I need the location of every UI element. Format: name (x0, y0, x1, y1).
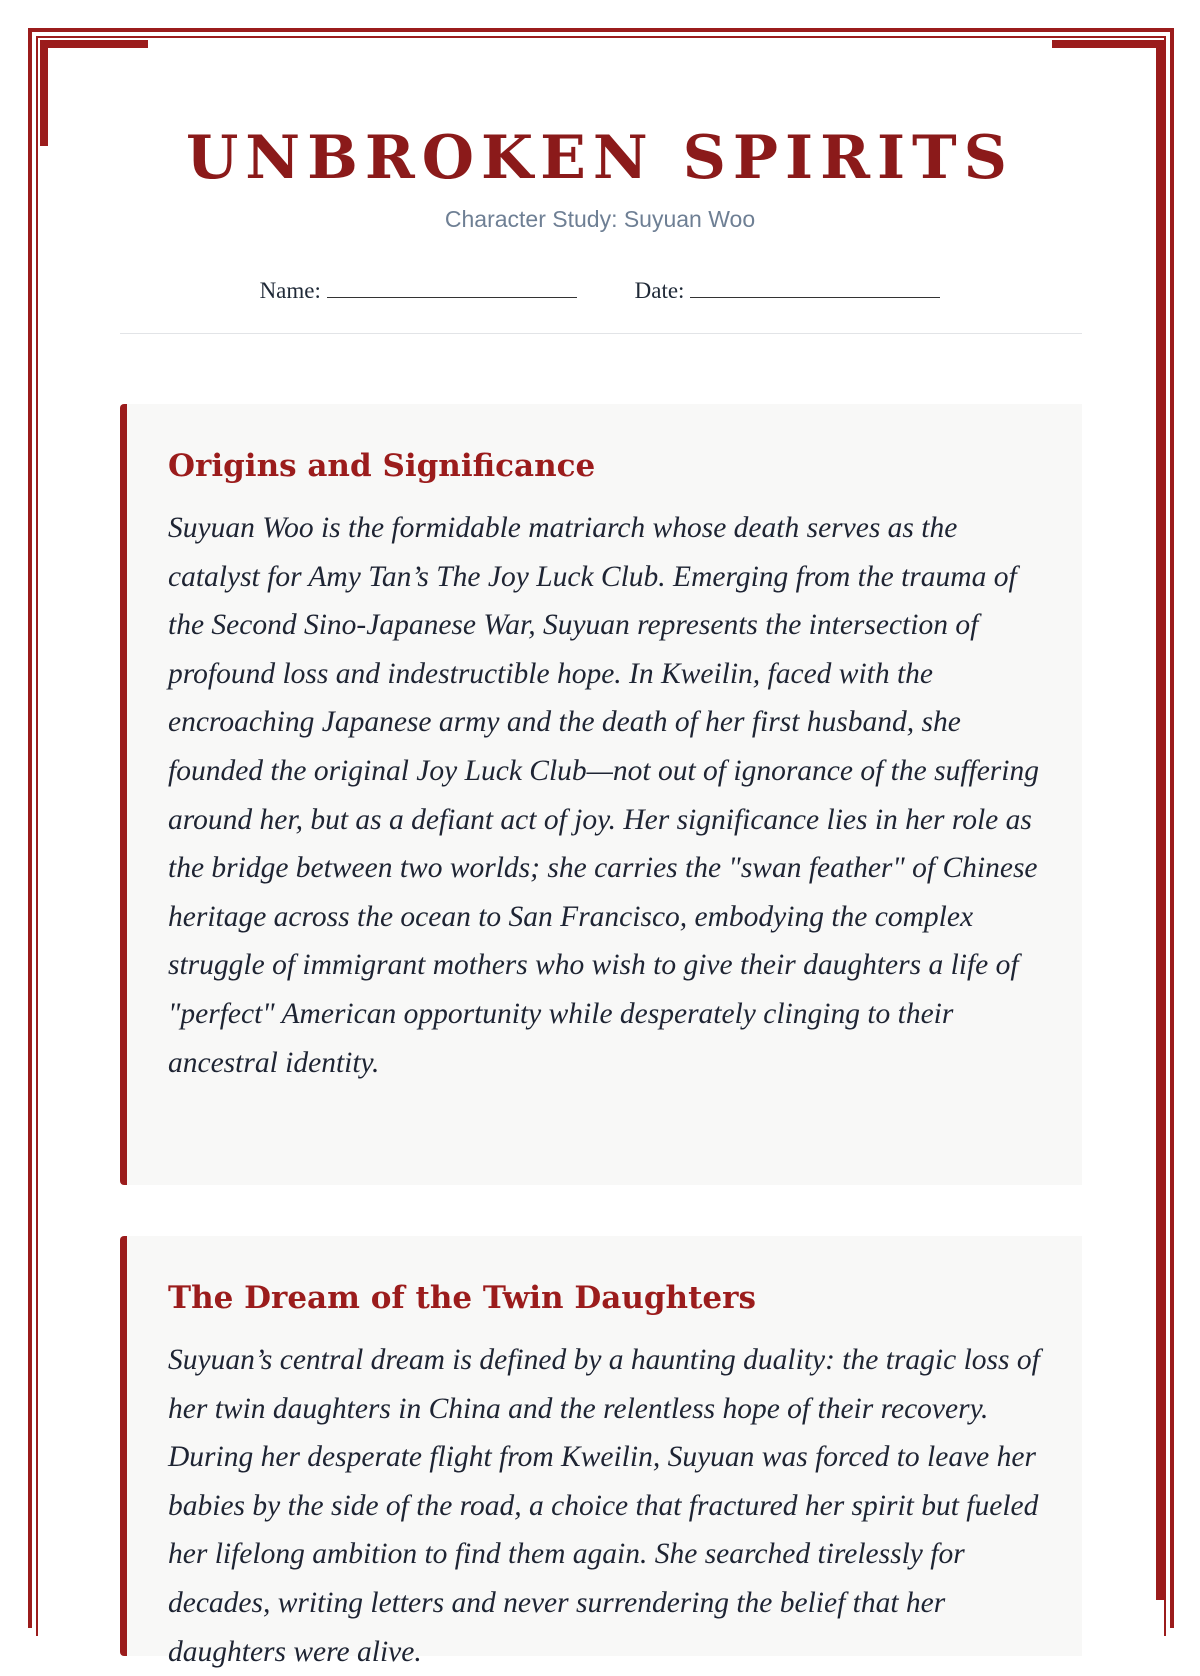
name-label: Name: (259, 278, 321, 303)
date-label: Date: (634, 278, 685, 303)
section-heading: Origins and Significance (168, 448, 596, 484)
page-subtitle: Character Study: Suyuan Woo (444, 206, 756, 232)
student-info-fields (0, 275, 1200, 307)
section-body: Suyuan Woo is the formidable matriarch whose death serves as the catalyst for Amy Tan’s The Joy Luck Club. Emerging from the trauma of the Second Sino-Japanese War, Suyuan represents the intersection of profound loss and indestructible hope. In Kweilin, faced with the encroaching Japanese army and the death of her first husband, she founded the original Joy Luck Club—not out of ignorance of the suffering around her, but as a defiant act of joy. Her significance lies in her role as the bridge between two worlds; she carries the "swan feather" of Chinese heritage across the ocean to San Francisco, embodying the complex struggle of immigrant mothers who wish to give their daughters a life of "perfect" American opportunity while desperately clinging to their ancestral identity. (168, 512, 1039, 1079)
border-right-accent (1156, 40, 1164, 1600)
section-origins (120, 404, 1082, 1185)
section-body: Suyuan’s central dream is defined by a haunting duality: the tragic loss of her twin daughters in China and the relentless hope of their recovery. During her desperate flight from Kweilin, Suyuan was forced to leave her babies by the side of the road, a choice that fractured her spirit but fueled her lifelong ambition to find them again. She searched tirelessly for decades, writing letters and never surrendering the belief that her daughters were alive. (168, 1344, 1040, 1668)
section-dream (120, 1236, 1082, 1668)
date-blank-line[interactable] (690, 275, 940, 298)
corner-ornament-top-right (1052, 40, 1164, 48)
name-field (260, 275, 577, 307)
corner-ornament-top-left (40, 40, 148, 48)
section-heading: The Dream of the Twin Daughters (168, 1280, 756, 1316)
page-title: UNBROKEN SPIRITS (185, 123, 1015, 193)
header-divider (120, 333, 1082, 334)
date-field (635, 275, 941, 307)
name-blank-line[interactable] (327, 275, 577, 298)
